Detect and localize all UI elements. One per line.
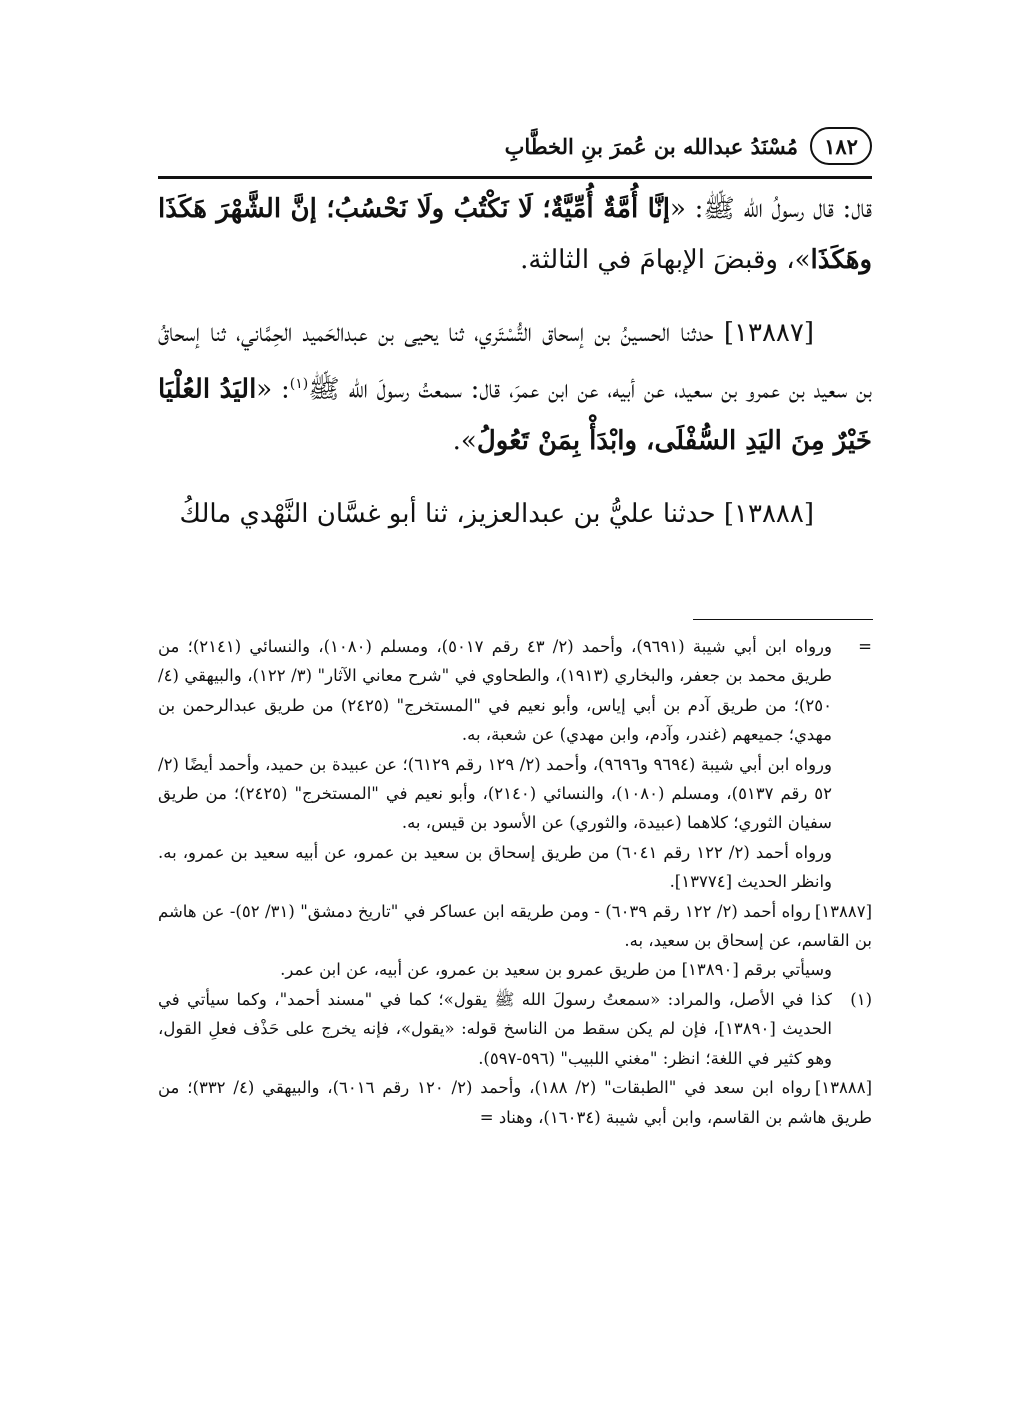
- continuation-mark: =: [858, 637, 872, 656]
- footnote: [158, 897, 872, 956]
- running-title: مُسْنَدُ عبدالله بن عُمرَ بنِ الخطَّابِ: [504, 133, 798, 159]
- footnote-text: ورواه أحمد (٢/ ١٢٢ رقم ٦٠٤١) من طريق إسحاق بن سعيد بن عمرو، عن أبيه سعيد بن عمرو، به. وانظر الحديث [١٣٧٧٤].: [158, 842, 833, 892]
- footnote-marker: (١): [850, 989, 872, 1009]
- hadith-number: [١٣٨٨٧]: [723, 318, 814, 348]
- hadith-paragraph: [158, 489, 872, 540]
- hadith-paragraph: [158, 184, 872, 286]
- text: قال: قال رسولُ الله ﷺ: «: [670, 194, 872, 224]
- hadith-paragraph: [158, 308, 872, 467]
- footnote: [158, 1073, 872, 1132]
- text: حدثنا الحسينُ بن إسحاق التُّسْتَري، ثنا يحيى بن عبدالحَميد الحِمَّاني، ثنا إسحاقُ بن سعيد بن عمرو بن سعيد، عن أبيه، عن ابن عمرَ، قال: سمعتُ رسولَ الله ﷺ: [158, 318, 872, 405]
- header-rule: [158, 176, 872, 179]
- footnote: [158, 955, 872, 984]
- hadith-number: [١٣٨٨٨]: [723, 498, 814, 529]
- main-text: [158, 184, 872, 562]
- footnote: [158, 838, 872, 897]
- footnote-hadith-ref: [١٣٨٨٧]: [814, 901, 872, 921]
- footnote-text: ورواه ابن أبي شيبة (٩٦٩٤ و٩٦٩٦)، وأحمد (٢/ ١٢٩ رقم ٦١٢٩)؛ عن عبيدة بن حميد، وأحمد أيضًا (٢/ ٥٢ رقم ٥١٣٧)، ومسلم (١٠٨٠)، والنسائي (٢١٤٠)، وأبو نعيم في "المستخرج" (٢٤٢٥)؛ من طريق سفيان الثوري؛ كلاهما (عبيدة، والثوري) عن الأسود بن قيس، به.: [158, 754, 832, 833]
- text: »، وقبضَ الإبهامَ في الثالثة.: [520, 245, 811, 275]
- text: ».: [452, 425, 477, 456]
- footnote: [158, 632, 872, 750]
- footnote-hadith-ref: [١٣٨٨٨]: [814, 1078, 872, 1098]
- page-number: ١٨٢: [810, 127, 872, 165]
- footnote-text: ورواه ابن أبي شيبة (٩٦٩١)، وأحمد (٢/ ٤٣ رقم ٥٠١٧)، ومسلم (١٠٨٠)، والنسائي (٢١٤١)؛ من طريق محمد بن جعفر، والبخاري (١٩١٣)، والطحاوي في "شرح معاني الآثار" (٣/ ١٢٢)، والبيهقي (٤/ ٢٥٠)؛ من طريق آدم بن أبي إياس، وأبو نعيم في "المستخرج" (٢٤٢٥) من طريق عبدالرحمن بن مهدي؛ جميعهم (غندر، وآدم، وابن مهدي) عن شعبة، به.: [158, 637, 832, 745]
- footnotes: [158, 632, 872, 1132]
- footnote-text: رواه ابن سعد في "الطبقات" (٢/ ١٨٨)، وأحمد (٢/ ١٢٠ رقم ٦٠١٦)، والبيهقي (٤/ ٣٣٢)؛ من طريق هاشم بن القاسم، وابن أبي شيبة (١٦٠٣٤)، وهناد =: [158, 1078, 872, 1127]
- footnote: [158, 750, 872, 838]
- footnote-text: وسيأتي برقم [١٣٨٩٠] من طريق عمرو بن سعيد بن عمرو، عن أبيه، عن ابن عمر.: [280, 960, 832, 980]
- text: : «: [256, 374, 290, 405]
- footnote-rule: [693, 619, 873, 620]
- footnote-text: رواه أحمد (٢/ ١٢٢ رقم ٦٠٣٩) - ومن طريقه ابن عساكر في "تاريخ دمشق" (٣١/ ٥٢)- عن هاشم بن القاسم، عن إسحاق بن سعيد، به.: [158, 901, 872, 951]
- text: حدثنا عليُّ بن عبدالعزيز، ثنا أبو غسَّان النَّهْدي مالكُ: [179, 498, 724, 529]
- hadith-text: اليَدُ العُلْيَا خَيْرٌ مِنَ اليَدِ السُّفْلَى، وابْدَأْ بِمَنْ تَعُولُ: [158, 374, 872, 456]
- page-header: [158, 118, 872, 174]
- footnote-ref[interactable]: (١): [289, 376, 309, 392]
- footnote: [158, 985, 872, 1073]
- hadith-text: إنَّا أُمَّةٌ أُمِّيَّةٌ؛ لَا نَكْتُبُ ولَا نَحْسُبُ؛ إنَّ الشَّهْرَ هَكَذَا وهَكَذَا: [158, 194, 872, 275]
- footnote-text: كذا في الأصل، والمراد: «سمعتُ رسولَ الله ﷺ يقول»؛ كما في "مسند أحمد"، وكما سيأتي في الحديث [١٣٨٩٠]، فإن لم يكن سقط من الناسخ قوله: «يقول»، فإنه يخرج على حَذْف فعلِ القول، وهو كثير في اللغة؛ انظر: "مغني اللبيب" (٥٩٦-٥٩٧).: [158, 989, 832, 1068]
